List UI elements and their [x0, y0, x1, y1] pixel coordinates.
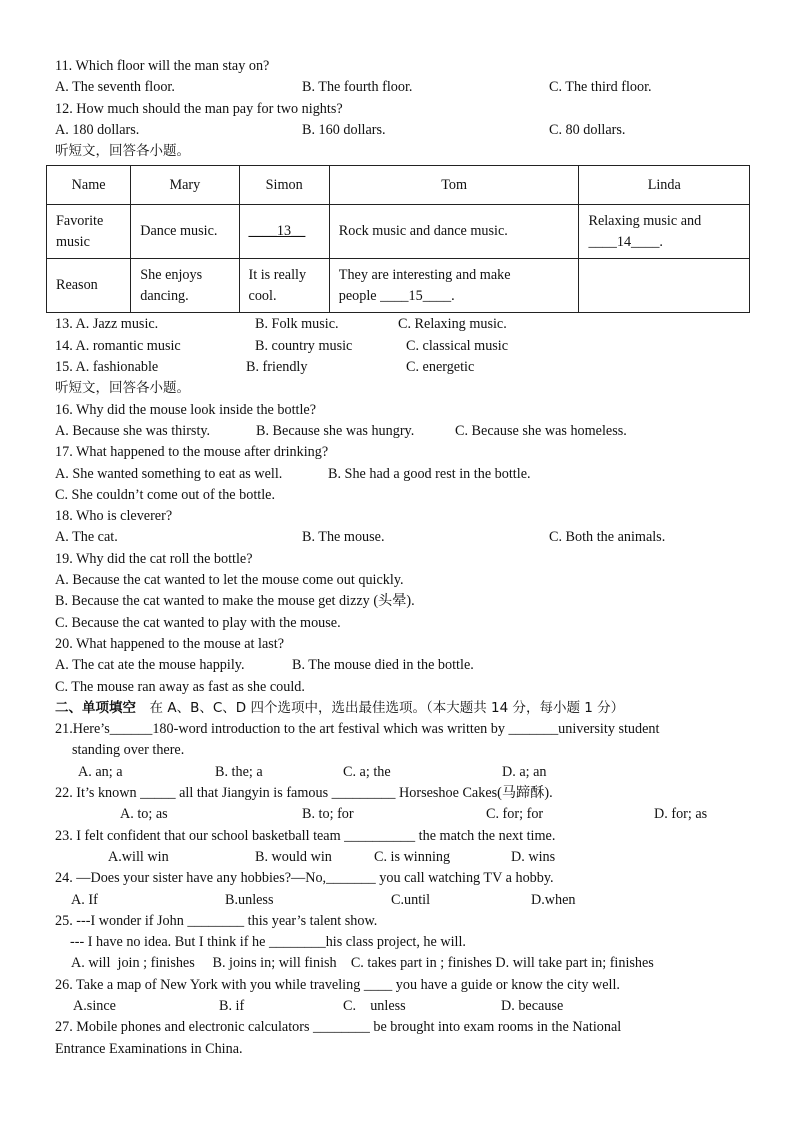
option-c: C. Because she was homeless.: [455, 422, 627, 439]
option-a: A. to; as: [120, 806, 168, 823]
option-c: C. 80 dollars.: [549, 121, 626, 138]
option-b: B. Folk music.: [255, 316, 339, 333]
options-25: A. will join ; finishes B. joins in; will finish C. takes part in ; finishes D. will take part in; finishes: [71, 955, 654, 972]
option-b: B. if: [219, 997, 245, 1014]
table-cell: Dance music.: [131, 205, 239, 259]
table-cell: [239, 205, 329, 259]
options-21: [55, 762, 755, 783]
row-label: Favorite music: [47, 205, 131, 259]
option-b: B. friendly: [246, 359, 308, 376]
option-17-c: C. She couldn’t come out of the bottle.: [55, 486, 276, 503]
options-17: [55, 464, 755, 485]
options-12: [55, 120, 755, 141]
option-c: C. The third floor.: [549, 79, 652, 96]
option-d: D. a; an: [502, 763, 547, 780]
question-12: 12. How much should the man pay for two nights?: [55, 100, 343, 117]
question-25: 25. ---I wonder if John ________ this year’s talent show.: [55, 912, 378, 929]
table-header-row: [47, 166, 750, 205]
option-a: A.since: [73, 997, 116, 1014]
question-26: 26. Take a map of New York with you while traveling ____ you have a guide or know the city well.: [55, 976, 620, 993]
option-d: D. because: [501, 997, 564, 1014]
option-c: C. is winning: [374, 848, 451, 865]
question-17: 17. What happened to the mouse after drinking?: [55, 444, 329, 461]
options-18: [55, 527, 755, 548]
option-20-c: C. The mouse ran away as fast as she could.: [55, 678, 305, 695]
option-c: C. for; for: [486, 806, 544, 823]
option-b: B. would win: [255, 848, 332, 865]
header-cell: Mary: [131, 166, 239, 205]
option-a: A. She wanted something to eat as well.: [55, 465, 283, 482]
option-19-c: C. Because the cat wanted to play with the mouse.: [55, 614, 341, 631]
table-cell: [329, 259, 579, 313]
table-cell: [579, 205, 750, 259]
header-cell: Linda: [579, 166, 750, 205]
cell-line: They are interesting and make: [338, 266, 511, 283]
option-b: B. The fourth floor.: [302, 79, 413, 96]
option-b: B. country music: [255, 337, 353, 354]
cell-line: Relaxing music and: [588, 212, 702, 229]
section-heading-listen: 听短文，回答各小题。: [55, 143, 190, 160]
section-heading-listen: 听短文，回答各小题。: [55, 380, 190, 397]
option-c: C. energetic: [406, 359, 475, 376]
table-cell: It is really cool.: [239, 259, 329, 313]
exam-page: [55, 56, 755, 1060]
option-d: D.when: [531, 891, 576, 908]
question-25-reply: --- I have no idea. But I think if he ________his class project, he will.: [70, 934, 466, 951]
question-24: 24. —Does your sister have any hobbies?—No,_______ you call watching TV a hobby.: [55, 870, 554, 887]
section-2-title: 二、单项填空: [55, 699, 136, 716]
section-2-instruction: 在 A、B、C、D 四个选项中，选出最佳选项。（本大题共 14 分，每小题 1 分）: [149, 699, 625, 716]
options-16: [55, 421, 755, 442]
options-24: [55, 890, 755, 911]
blank-15: people ____15____.: [338, 287, 455, 304]
question-11: 11. Which floor will the man stay on?: [55, 58, 270, 74]
options-23: [55, 847, 755, 868]
option-b: B. to; for: [302, 806, 354, 823]
question-27: 27. Mobile phones and electronic calculators ________ be brought into exam rooms in the National: [55, 1019, 622, 1036]
table-cell: [579, 259, 750, 313]
question-19: 19. Why did the cat roll the bottle?: [55, 550, 253, 567]
option-a: A.will win: [108, 848, 169, 865]
option-a: A. Because she was thirsty.: [55, 422, 211, 439]
option-b: B. The mouse.: [302, 529, 385, 546]
option-a: A. an; a: [78, 763, 123, 780]
option-c: C. a; the: [343, 763, 391, 780]
table-row-reason: [47, 259, 750, 313]
question-22: 22. It’s known _____ all that Jiangyin is famous _________ Horseshoe Cakes(马蹄酥).: [55, 785, 553, 802]
question-21-cont: standing over there.: [72, 742, 185, 759]
header-cell: Simon: [239, 166, 329, 205]
question-18: 18. Who is cleverer?: [55, 508, 173, 525]
options-20: [55, 655, 755, 676]
blank-14: ____14____.: [588, 233, 663, 250]
option-a: A. The seventh floor.: [55, 79, 175, 96]
option-c: C. unless: [343, 997, 406, 1014]
option-a: 14. A. romantic music: [55, 337, 181, 354]
option-c: C. Both the animals.: [549, 529, 666, 546]
option-c: C. Relaxing music.: [398, 316, 507, 333]
option-b: B. Because she was hungry.: [256, 422, 415, 439]
option-a: A. 180 dollars.: [55, 121, 140, 138]
option-a: 15. A. fashionable: [55, 359, 159, 376]
table-cell: Rock music and dance music.: [329, 205, 579, 259]
option-19-b: B. Because the cat wanted to make the mouse get dizzy (头晕).: [55, 593, 415, 610]
option-b: B. 160 dollars.: [302, 121, 386, 138]
option-d: D. for; as: [654, 806, 708, 823]
option-a: 13. A. Jazz music.: [55, 316, 159, 333]
question-16: 16. Why did the mouse look inside the bottle?: [55, 401, 316, 418]
option-d: D. wins: [511, 848, 556, 865]
options-15: [55, 357, 755, 378]
option-b: B. the; a: [215, 763, 263, 780]
question-23: 23. I felt confident that our school basketball team __________ the match the next time.: [55, 827, 556, 844]
option-a: A. The cat ate the mouse happily.: [55, 657, 245, 674]
option-b: B. She had a good rest in the bottle.: [328, 465, 531, 482]
option-b: B. The mouse died in the bottle.: [292, 657, 474, 674]
music-table: [46, 165, 750, 313]
row-label: Reason: [47, 259, 131, 313]
option-a: A. If: [71, 891, 98, 908]
option-c: C. classical music: [406, 337, 509, 354]
question-21: 21.Here’s______180-word introduction to the art festival which was written by _______university student: [55, 721, 660, 738]
section-2-heading: [55, 698, 755, 719]
question-20: 20. What happened to the mouse at last?: [55, 635, 285, 652]
options-13: [55, 314, 755, 335]
option-b: B.unless: [225, 891, 274, 908]
table-cell: She enjoys dancing.: [131, 259, 239, 313]
option-c: C.until: [391, 891, 431, 908]
blank-13: ____13__: [248, 223, 306, 240]
options-22: [55, 804, 755, 825]
options-14: [55, 336, 755, 357]
header-cell: Name: [47, 166, 131, 205]
question-27-cont: Entrance Examinations in China.: [55, 1040, 243, 1057]
header-cell: Tom: [329, 166, 579, 205]
table-row-favorite: [47, 205, 750, 259]
option-19-a: A. Because the cat wanted to let the mouse come out quickly.: [55, 572, 404, 589]
option-a: A. The cat.: [55, 529, 118, 546]
options-26: [55, 996, 755, 1017]
options-11: [55, 77, 755, 98]
